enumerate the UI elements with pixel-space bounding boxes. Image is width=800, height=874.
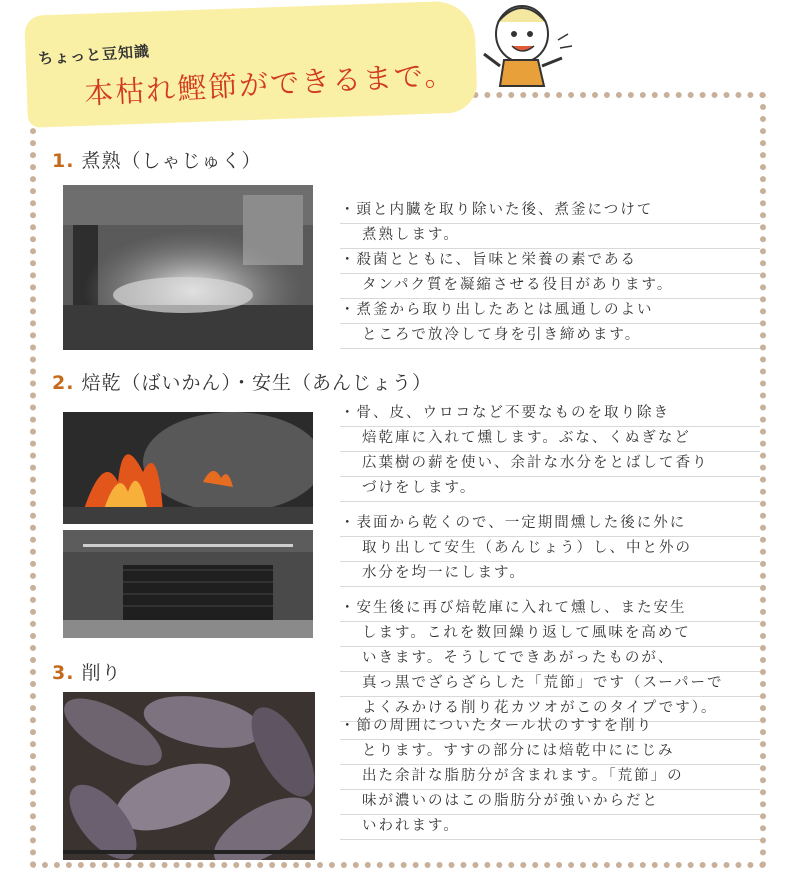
- smoking-fire-photo: [63, 412, 313, 524]
- section-2-label: 焙乾（ばいかん）・安生（あんじょう）: [81, 372, 433, 394]
- text-line: 取り出して安生（あんじょう）し、中と外の: [340, 538, 760, 562]
- section-1-label: 煮熟（しゃじゅく）: [81, 150, 262, 172]
- section-1-title: [52, 146, 262, 173]
- section-3-label: 削り: [81, 662, 122, 684]
- text-line: ・安生後に再び焙乾庫に入れて燻し、また安生: [340, 598, 760, 622]
- text-line: いわれます。: [340, 816, 760, 840]
- text-line: 広葉樹の薪を使い、余計な水分をとばして香り: [340, 453, 760, 477]
- text-line: 真っ黒でざらざらした「荒節」です（スーパーで: [340, 673, 760, 697]
- text-line: ・煮釜から取り出したあとは風通しのよい: [340, 300, 760, 324]
- section-2-text: [340, 403, 760, 723]
- smoking-room-photo: [63, 530, 313, 638]
- section-1-text: [340, 200, 760, 350]
- text-line: 出た余計な脂肪分が含まれます。「荒節」の: [340, 766, 760, 790]
- boiling-photo: [63, 185, 313, 350]
- header-title: 本枯れ鰹節ができるまで。: [83, 57, 457, 111]
- text-line: ・表面から乾くので、一定期間燻した後に外に: [340, 513, 760, 537]
- katsuobushi-photo: [63, 692, 315, 860]
- section-2-title: [52, 368, 432, 395]
- mascot-illustration: [478, 0, 574, 92]
- text-line: 焙乾庫に入れて燻します。ぶな、くぬぎなど: [340, 428, 760, 452]
- section-1-number: 1.: [52, 150, 75, 172]
- section-2-number: 2.: [52, 372, 75, 394]
- text-line: いきます。そうしてできあがったものが、: [340, 648, 760, 672]
- text-line: ・骨、皮、ウロコなど不要なものを取り除き: [340, 403, 760, 427]
- text-line: づけをします。: [340, 478, 760, 502]
- text-line: ・節の周囲についたタール状のすすを削り: [340, 716, 760, 740]
- text-line: ・頭と内臓を取り除いた後、煮釜につけて: [340, 200, 760, 224]
- section-3-number: 3.: [52, 662, 75, 684]
- section-3-text: [340, 716, 760, 841]
- text-line: よくみかける削り花カツオがこのタイプです）。: [340, 698, 760, 722]
- text-line: します。これを数回繰り返して風味を高めて: [340, 623, 760, 647]
- text-line: とります。すすの部分には焙乾中ににじみ: [340, 741, 760, 765]
- text-line: ・殺菌とともに、旨味と栄養の素である: [340, 250, 760, 274]
- text-line: ところで放冷して身を引き締めます。: [340, 325, 760, 349]
- text-line: 味が濃いのはこの脂肪分が強いからだと: [340, 791, 760, 815]
- text-line: タンパク質を凝縮させる役目があります。: [340, 275, 760, 299]
- text-line: 煮熟します。: [340, 225, 760, 249]
- text-line: 水分を均一にします。: [340, 563, 760, 587]
- section-3-title: [52, 658, 122, 685]
- header-subtitle: ちょっと豆知識: [37, 42, 151, 68]
